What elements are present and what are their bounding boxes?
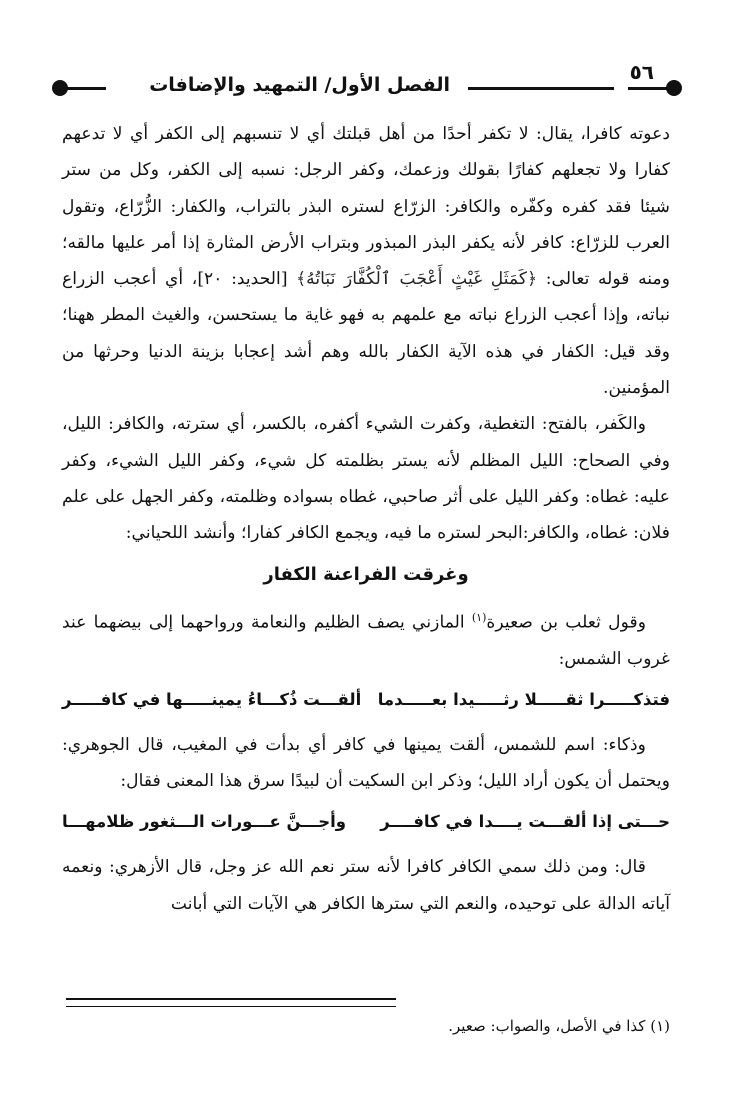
header-bullet-right: [666, 80, 682, 96]
quran-quote: ﴿كَمَثَلِ غَيْثٍ أَعْجَبَ ٱلْكُفَّارَ نَبَاتُهُ﴾: [296, 269, 538, 290]
poetry-verse-2: [62, 803, 670, 841]
poetry-verse-1: [62, 681, 670, 719]
footnote: (١) كذا في الأصل، والصواب: صعير.: [448, 1017, 670, 1035]
header-bullet-left: [52, 80, 68, 96]
main-text: [62, 116, 670, 922]
paragraph-4: وذكاء: اسم للشمس، ألقت يمينها في كافر أي بدأت في المغيب، قال الجوهري: ويحتمل أن يكون أراد الليل؛ وذكر ابن السكيت أن لبيدًا سرق هذا المعنى فقال:: [62, 734, 670, 792]
paragraph-3-text-b: المازني يصف الظليم والنعامة ورواحهما إلى بيضهما عند غروب الشمس:: [62, 612, 670, 669]
header-rule-left: [66, 87, 106, 90]
header-rule-right: [628, 87, 668, 90]
paragraph-1-continued: أي أعجب الزراع نباته، وإذا أعجب الزراع نباته مع علمهم به فهو غاية ما يستحسن، والغيث المطر ههنا؛ وقد قيل: الكفار في هذه الآية الكفار بالله وهم أشد إعجابا بزينة الدنيا وحرثها من المؤمنين.: [62, 269, 670, 399]
page-header: [52, 60, 682, 100]
paragraph-2: والكَفر، بالفتح: التغطية، وكفرت الشيء أكفره، بالكسر، أي سترته، والكافر: الليل، وفي الصحاح: الليل المظلم لأنه يستر بظلمته كل شيء، وكفر الليل الشيء، وكفر عليه: غطاه: وكفر الليل على أثر صاحبي، غطاه بسواده وظلمته، وكفر الجهل على علم فلان: غطاه، والكافر:البحر لستره ما فيه، ويجمع الكافر كفارا؛ وأنشد اللحياني:: [62, 414, 670, 544]
quran-reference: [الحديد: ٢٠]،: [191, 269, 288, 290]
paragraph-3-text-a: وقول ثعلب بن صعيرة: [486, 612, 647, 633]
chapter-title: الفصل الأول/ التمهيد والإضافات: [149, 74, 450, 96]
paragraph-1: [62, 116, 670, 406]
verse-2-first-hemistich: حـــتى إذا ألقـــت يــــدا في كافــــر: [380, 812, 670, 832]
verse-2-second-hemistich: وأجـــنَّ عـــورات الـــثغور ظلامهـــا: [62, 812, 347, 832]
verse-1-second-hemistich: ألقـــت ذُكـــاءُ يمينـــــها في كافـــــر: [62, 689, 362, 709]
header-rule-middle: [468, 87, 614, 90]
verse-1-first-hemistich: فتذكـــــرا ثقـــــلا رثـــــيدا بعـــــدما: [377, 689, 670, 709]
paragraph-1-text: دعوته كافرا، يقال: لا تكفر أحدًا من أهل قبلتك أي لا تنسبهم إلى الكفر أي لا تدعهم كفارا ولا تجعلهم كفارًا بقولك وزعمك، وكفر الرجل: نسبه إلى الكفر، وكل من ستر شيئا فقد كفره وكفّره والكافر: الزرّاع لستره البذر بالتراب، والكفار: الزُّرّاع، وتقول العرب للزرّاع: كافر لأنه يكفر البذر المبذور وبتراب الأرض المثارة إذا أمر عليها مالقه؛ ومنه قوله تعالى:: [62, 124, 670, 290]
paragraph-3: [62, 600, 670, 677]
footnote-marker: (١): [471, 610, 487, 624]
paragraph-5: قال: ومن ذلك سمي الكافر كافرا لأنه ستر نعم الله عز وجل، قال الأزهري: ونعمه آياته الدالة على توحيده، والنعم التي سترها الكافر هي الآيات التي أبانت: [62, 857, 670, 914]
quoted-line: وغرقت الفراعنة الكفار: [263, 563, 469, 585]
page-number: ٥٦: [629, 60, 654, 84]
footnote-divider: [66, 998, 396, 1007]
